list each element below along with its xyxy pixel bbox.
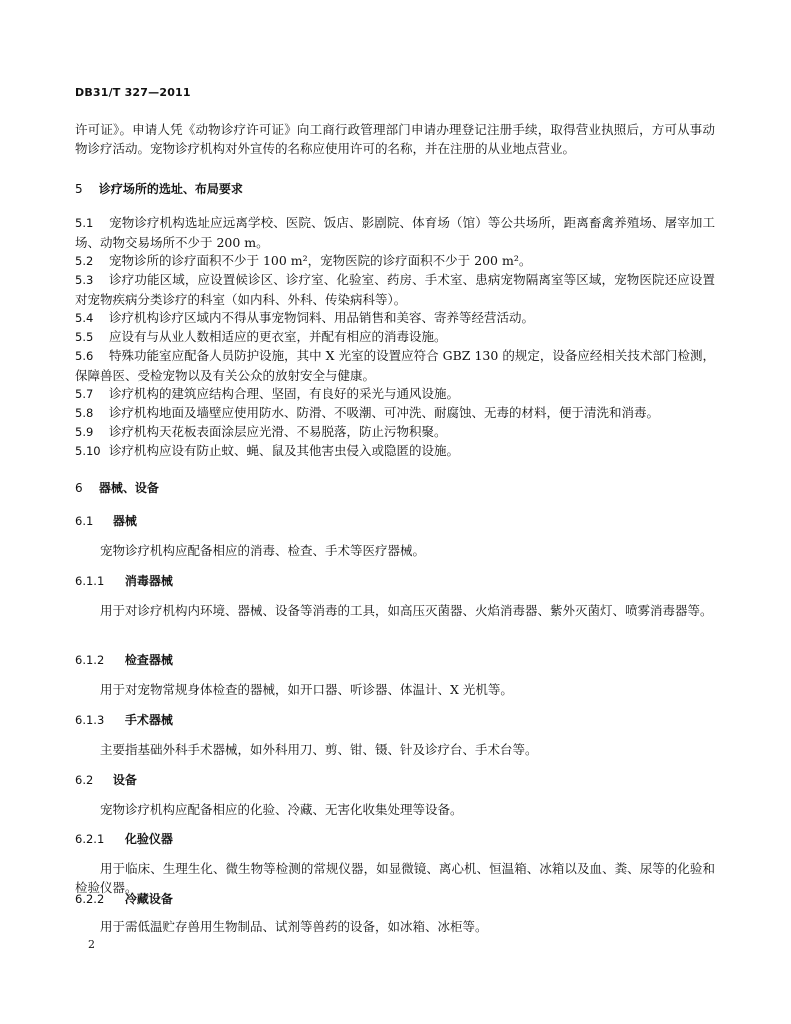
clause-5-2 [75,251,715,271]
clause-5-8 [75,403,715,423]
clause-text: 宠物诊疗机构选址应远离学校、医院、饭店、影剧院、体育场（馆）等公共场所，距离畜禽养殖场、屠宰加工场、动物交易场所不少于 200 m。 [75,215,715,250]
section-title: 消毒器械 [124,574,173,588]
clause-text: 诊疗机构天花板表面涂层应光滑、不易脱落，防止污物积聚。 [109,424,447,439]
clause-5-4 [75,308,715,328]
clause-5-1 [75,213,715,252]
section-title: 设备 [112,773,137,787]
clause-text: 应设有与从业人数相适应的更衣室，并配有相应的消毒设施。 [109,329,447,344]
standard-code: DB31/T 327—2011 [75,86,191,99]
section-6-2-1-text: 用于临床、生理生化、微生物等检测的常规仪器，如显微镜、离心机、恒温箱、冰箱以及血、粪、尿等的化验和检验仪器。 [75,861,715,895]
section-title: 器械 [112,514,137,528]
section-title: 冷藏设备 [124,892,173,906]
section-6-1-1-heading [75,572,173,589]
clause-text: 诊疗机构应设有防止蚊、蝇、鼠及其他害虫侵入或隐匿的设施。 [109,443,460,458]
clause-5-3 [75,270,715,309]
section-title: 诊疗场所的选址、布局要求 [98,182,243,196]
clause-number: 5.4 [75,311,94,325]
section-number: 6 [75,481,83,495]
section-title: 化验仪器 [124,832,173,846]
section-title: 器械、设备 [98,481,159,495]
section-number: 6.1.1 [75,574,105,588]
section-6-heading [75,479,159,496]
clause-5-6 [75,346,715,385]
continuation-paragraph: 许可证》。申请人凭《动物诊疗许可证》向工商行政管理部门申请办理登记注册手续，取得营业执照后，方可从事动物诊疗活动。宠物诊疗机构对外宣传的名称应使用许可的名称，并在注册的从业地点营业。 [75,122,715,156]
clause-5-5 [75,327,715,347]
section-number: 6.2.2 [75,892,105,906]
section-6-2-1-heading [75,830,173,847]
section-6-1-2-heading [75,651,173,668]
section-6-1-1-text: 用于对诊疗机构内环境、器械、设备等消毒的工具，如高压灭菌器、火焰消毒器、紫外灭菌灯、喷雾消毒器等。 [100,603,713,618]
section-title: 检查器械 [124,653,173,667]
clause-number: 5.1 [75,216,94,230]
section-6-1-3-heading [75,711,173,728]
clause-number: 5.5 [75,330,94,344]
section-6-2-text: 宠物诊疗机构应配备相应的化验、冷藏、无害化收集处理等设备。 [100,802,463,817]
clause-5-7 [75,384,715,404]
section-number: 5 [75,182,83,196]
section-title: 手术器械 [124,713,173,727]
clause-5-10 [75,441,715,461]
clause-text: 特殊功能室应配备人员防护设施，其中 X 光室的设置应符合 GBZ 130 的规定，设备应经相关技术部门检测，保障兽医、受检宠物以及有关公众的放射安全与健康。 [75,348,715,383]
section-5-heading [75,180,243,197]
section-number: 6.2.1 [75,832,105,846]
clause-text: 诊疗机构诊疗区域内不得从事宠物饲料、用品销售和美容、寄养等经营活动。 [109,310,535,325]
section-6-1-3-text: 主要指基础外科手术器械，如外科用刀、剪、钳、镊、针及诊疗台、手术台等。 [100,742,538,757]
clause-text: 宠物诊所的诊疗面积不少于 100 m²，宠物医院的诊疗面积不少于 200 m²。 [109,253,532,268]
section-6-1-2-text: 用于对宠物常规身体检查的器械，如开口器、听诊器、体温计、X 光机等。 [100,682,513,697]
clause-number: 5.7 [75,387,94,401]
clause-number: 5.2 [75,254,94,268]
section-number: 6.1.3 [75,713,105,727]
section-number: 6.1.2 [75,653,105,667]
section-number: 6.2 [75,773,94,787]
section-6-2-heading [75,771,137,788]
page-number: 2 [88,938,95,951]
clause-5-9 [75,422,715,442]
section-6-2-2-text: 用于需低温贮存兽用生物制品、试剂等兽药的设备，如冰箱、冰柜等。 [100,919,488,934]
clause-number: 5.9 [75,425,94,439]
clause-number: 5.6 [75,349,94,363]
clause-number: 5.3 [75,273,94,287]
clause-text: 诊疗功能区域，应设置候诊区、诊疗室、化验室、药房、手术室、患病宠物隔离室等区域，宠物医院还应设置对宠物疾病分类诊疗的科室（如内科、外科、传染病科等）。 [75,272,715,307]
clause-number: 5.10 [75,444,101,458]
section-6-2-2-heading [75,890,173,907]
clause-number: 5.8 [75,406,94,420]
section-6-1-heading [75,512,137,529]
section-number: 6.1 [75,514,94,528]
clause-text: 诊疗机构的建筑应结构合理、坚固，有良好的采光与通风设施。 [109,386,460,401]
clause-text: 诊疗机构地面及墙壁应使用防水、防滑、不吸潮、可冲洗、耐腐蚀、无毒的材料，便于清洗和消毒。 [109,405,660,420]
section-6-1-text: 宠物诊疗机构应配备相应的消毒、检查、手术等医疗器械。 [100,543,426,558]
